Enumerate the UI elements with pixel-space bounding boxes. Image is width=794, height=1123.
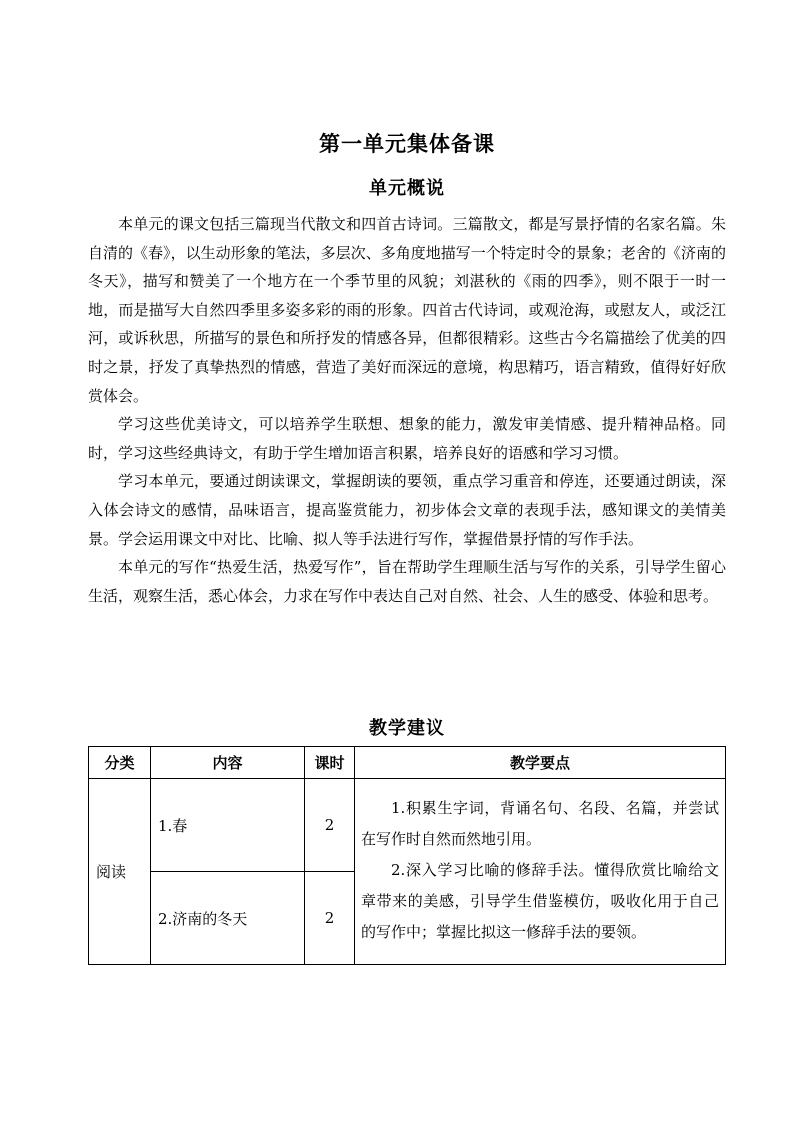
teaching-advice-table <box>88 746 726 965</box>
hours-cell: 2 <box>305 779 355 872</box>
header-category: 分类 <box>89 747 151 779</box>
header-key-points: 教学要点 <box>355 747 726 779</box>
table-header-row <box>89 747 726 779</box>
paragraph: 本单元的写作“热爱生活，热爱写作”，旨在帮助学生理顺生活与写作的关系，引导学生留心生活，观察生活，悉心体会，力求在写作中表达自己对自然、社会、人生的感受、体验和思考。 <box>88 558 726 605</box>
hours-cell: 2 <box>305 872 355 965</box>
document-title: 第一单元集体备课 <box>319 131 495 156</box>
key-point: 1.积累生字词，背诵名句、名段、名篇，并尝试在写作时自然而然地引用。 <box>361 799 719 848</box>
paragraph: 学习这些优美诗文，可以培养学生联想、想象的能力，激发审美情感、提升精神品格。同时，学习这些经典诗文，有助于学生增加语言积累，培养良好的语感和学习习惯。 <box>88 415 726 462</box>
paragraph: 本单元的课文包括三篇现当代散文和四首古诗词。三篇散文，都是写景抒情的名家名篇。朱自清的《春》，以生动形象的笔法，多层次、多角度地描写一个特定时令的景象；老舍的《济南的冬天》，描写和赞美了一个地方在一个季节里的风貌；刘湛秋的《雨的四季》，则不限于一时一地，而是描写大自然四季里多姿多彩的雨的形象。四首古代诗词，或观沧海，或慰友人，或泛江河，或诉秋思，所描写的景色和所抒发的情感各异，但都很精彩。这些古今名篇描绘了优美的四时之景，抒发了真挚热烈的情感，营造了美好而深远的意境，构思精巧，语言精致，值得好好欣赏体会。 <box>88 215 726 405</box>
category-cell: 阅读 <box>89 779 151 965</box>
overview-heading: 单元概说 <box>369 178 445 199</box>
overview-body <box>88 210 726 610</box>
key-point: 2.深入学习比喻的修辞手法。懂得欣赏比喻给文章带来的美感，引导学生借鉴模仿，吸收化用于自己的写作中；掌握比拟这一修辞手法的要领。 <box>361 861 719 941</box>
advice-heading: 教学建议 <box>369 718 445 739</box>
paragraph: 学习本单元，要通过朗读课文，掌握朗读的要领，重点学习重音和停连，还要通过朗读，深入体会诗文的感情，品味语言，提高鉴赏能力，初步体会文章的表现手法，感知课文的美情美景。学会运用课文中对比、比喻、拟人等手法进行写作，掌握借景抒情的写作手法。 <box>88 472 726 548</box>
table-row <box>89 779 726 872</box>
content-cell: 1.春 <box>151 779 305 872</box>
header-hours: 课时 <box>305 747 355 779</box>
header-content: 内容 <box>151 747 305 779</box>
content-cell: 2.济南的冬天 <box>151 872 305 965</box>
key-points-cell <box>355 779 726 965</box>
